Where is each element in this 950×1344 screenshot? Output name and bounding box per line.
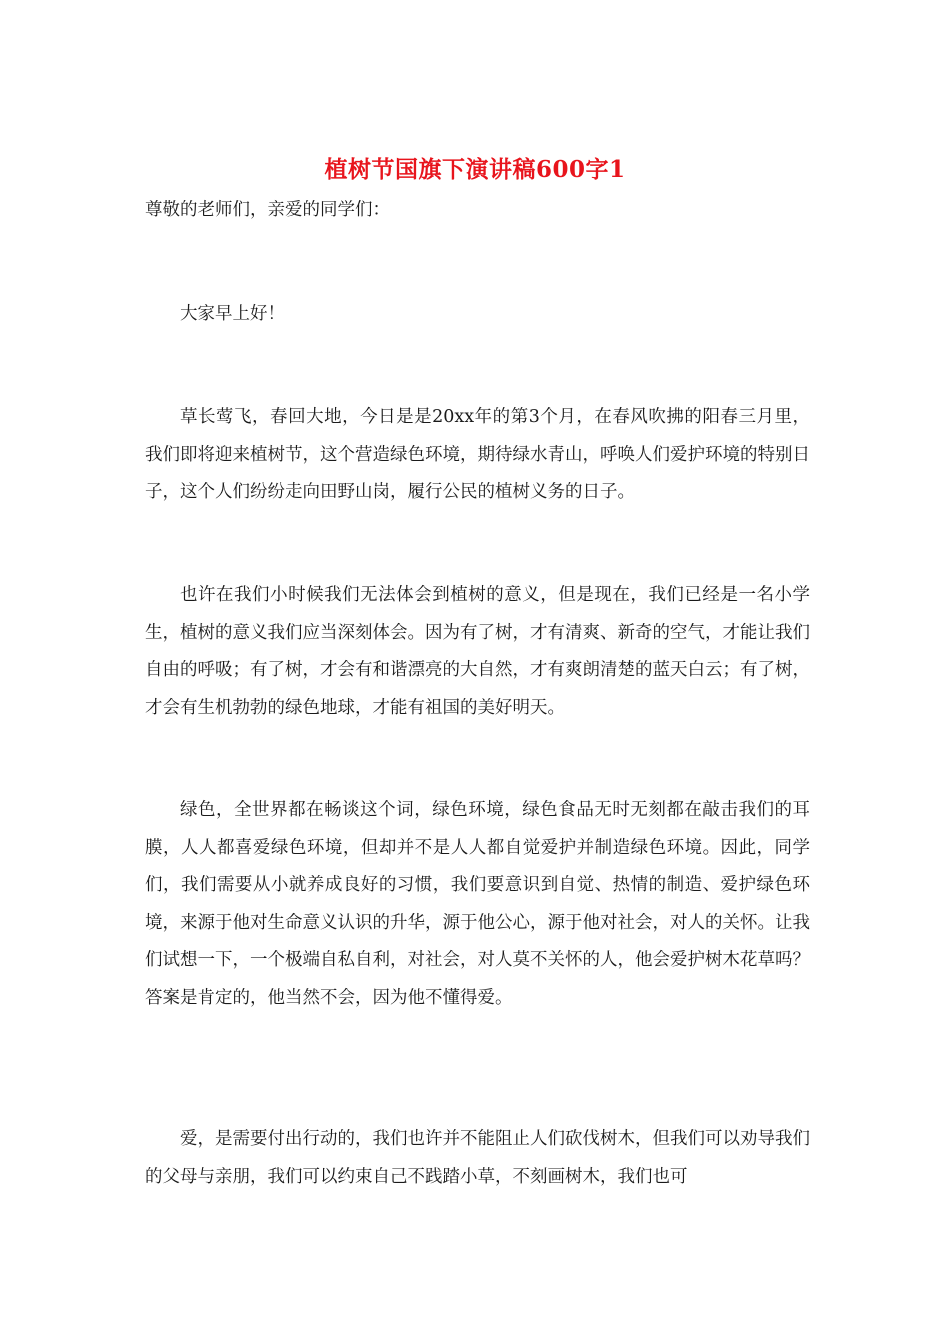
paragraph-green: 绿色，全世界都在畅谈这个词，绿色环境，绿色食品无时无刻都在敲击我们的耳膜，人人都喜爱绿色环境，但却并不是人人都自觉爱护并制造绿色环境。因此，同学们，我们需要从小就养成良好的习惯，我们要意识到自觉、热情的制造、爱护绿色环境，来源于他对生命意义认识的升华，源于他公心，源于他对社会，对人的关怀。让我们试想一下，一个极端自私自利，对社会，对人莫不关怀的人，他会爱护树木花草吗？答案是肯定的，他当然不会，因为他不懂得爱。	[145, 800, 810, 1008]
document-title: 植树节国旗下演讲稿600字1	[324, 156, 626, 183]
paragraph-meaning: 也许在我们小时候我们无法体会到植树的意义，但是现在，我们已经是一名小学生，植树的意义我们应当深刻体会。因为有了树，才有清爽、新奇的空气，才能让我们自由的呼吸；有了树，才会有和谐漂亮的大自然，才有爽朗清楚的蓝天白云；有了树，才会有生机勃勃的绿色地球，才能有祖国的美好明天。	[145, 585, 810, 718]
paragraph-love: 爱，是需要付出行动的，我们也许并不能阻止人们砍伐树木，但我们可以劝导我们的父母与亲朋，我们可以约束自己不践踏小草，不刻画树木，我们也可	[145, 1129, 810, 1187]
salutation: 尊敬的老师们，亲爱的同学们：	[145, 200, 390, 220]
paragraph-greeting: 大家早上好！	[180, 304, 285, 324]
paragraph-spring: 草长莺飞，春回大地，今日是是20xx年的第3个月，在春风吹拂的阳春三月里，我们即将迎来植树节，这个营造绿色环境，期待绿水青山，呼唤人们爱护环境的特别日子，这个人们纷纷走向田野山岗，履行公民的植树义务的日子。	[145, 407, 810, 502]
